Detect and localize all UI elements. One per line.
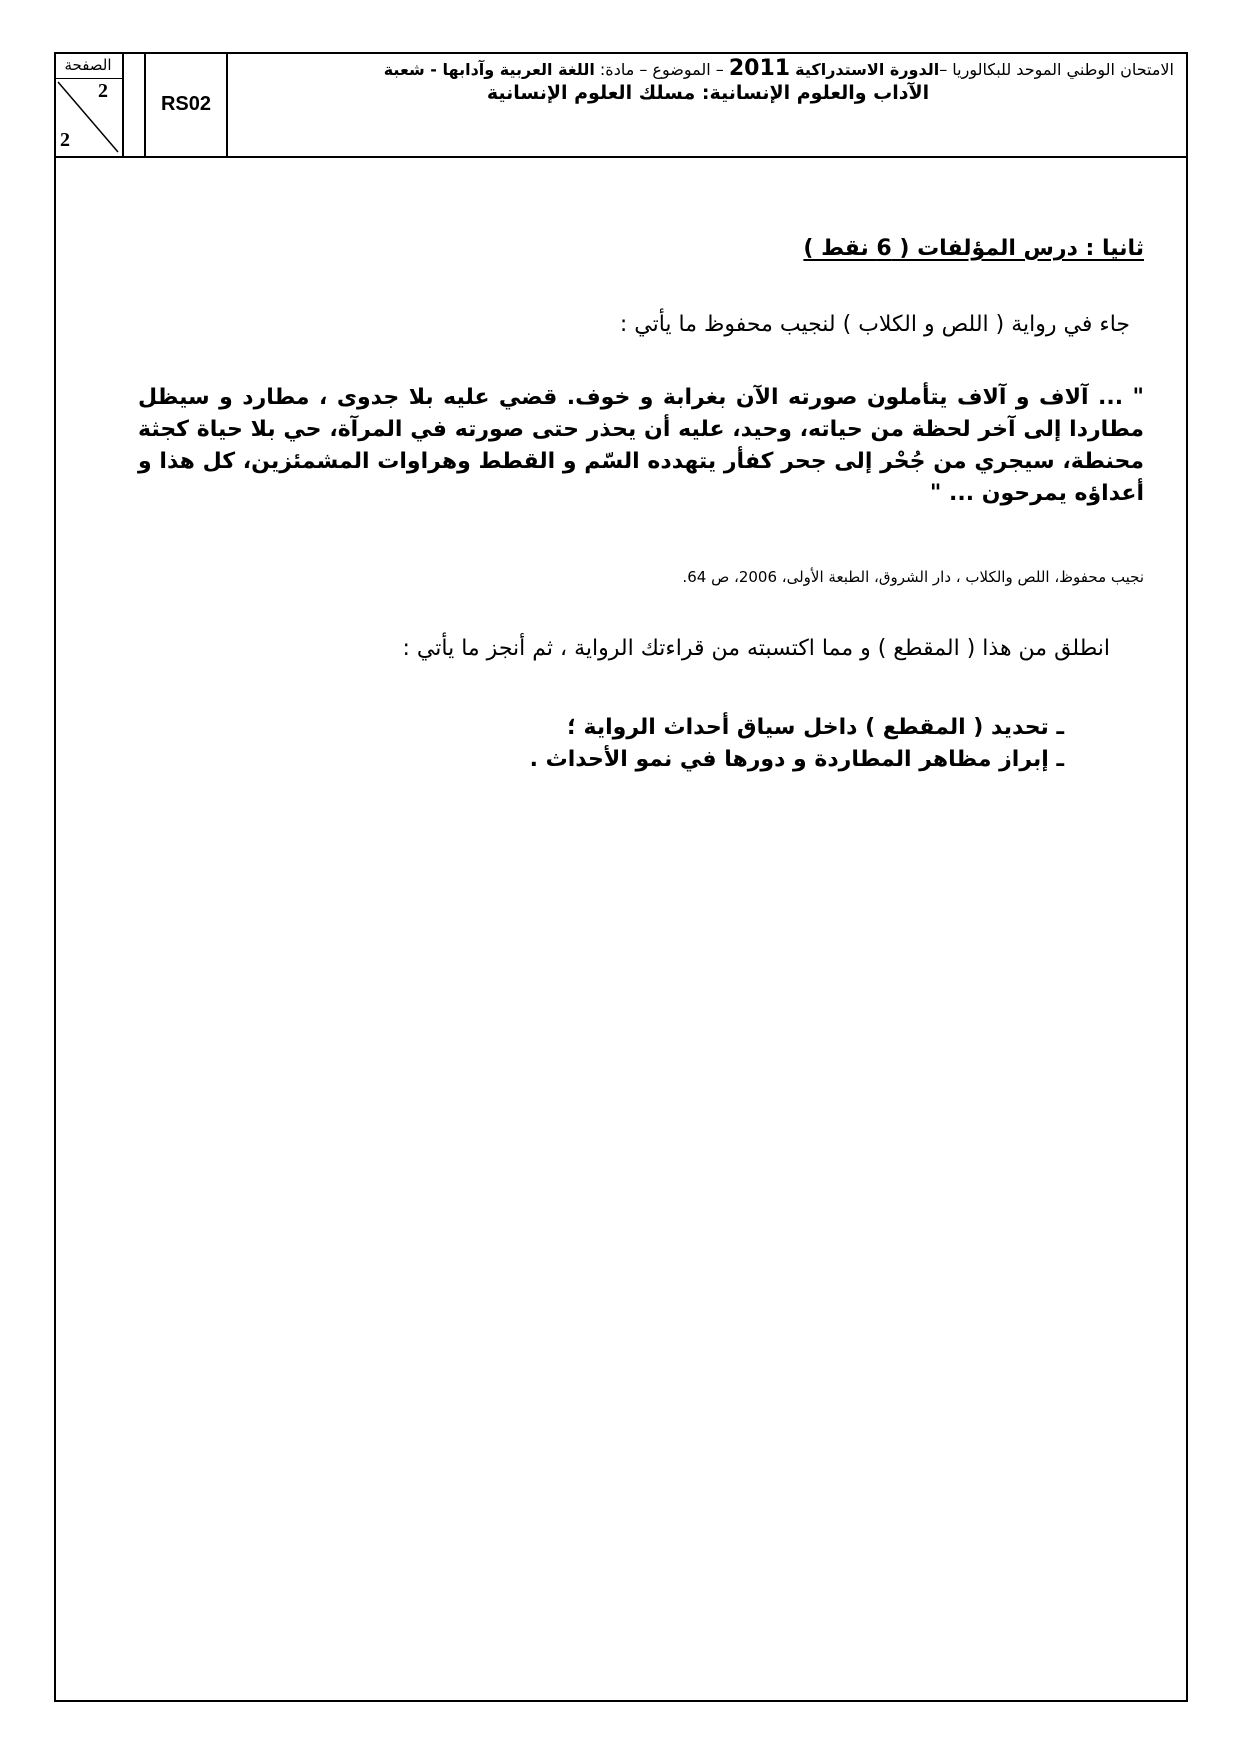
exam-session: الدورة الاستدراكية: [795, 60, 940, 79]
exam-code: RS02: [144, 52, 228, 156]
intro-text: جاء في رواية ( اللص و الكلاب ) لنجيب محفوظ ما يأتي :: [619, 312, 1130, 337]
page-total: 2: [60, 129, 70, 151]
section-title: ثانيا : درس المؤلفات ( 6 نقط ): [803, 236, 1144, 261]
exam-title-line2: الآداب والعلوم الإنسانية: مسلك العلوم الإنسانية: [486, 82, 930, 104]
instruction-text: انطلق من هذا ( المقطع ) و مما اكتسبته من قراءتك الرواية ، ثم أنجز ما يأتي :: [402, 636, 1110, 661]
page-current: 2: [98, 80, 108, 102]
page-number-box: [54, 52, 124, 156]
page-label: الصفحة: [54, 54, 122, 79]
novel-quote: " ... آلاف و آلاف يتأملون صورته الآن بغرابة و خوف. قضي عليه بلا جدوى ، مطارد و سيظل مطاردا إلى آخر لحظة من حياته، وحيد، عليه أن يحذر حتى صورته في المرآة، حي بلا حياة كجثة محنطة، سيجري من جُحْر إلى جحر كفأر يتهدده السّم و القطط وهراوات المشمئزين، كل هذا و أعداؤه يمرحون ... ": [138, 385, 1144, 506]
exam-title: [228, 52, 1188, 156]
exam-header: [54, 52, 1188, 158]
exam-title-line1: [242, 58, 1174, 81]
task-list: [138, 712, 1144, 776]
exam-title-part1: الامتحان الوطني الموحد للبكالوريا –: [939, 60, 1174, 79]
task-item: ـ إبراز مظاهر المطاردة و دورها في نمو الأحداث .: [529, 747, 1064, 772]
exam-title-part3: – الموضوع – مادة:: [594, 60, 729, 79]
citation: نجيب محفوظ، اللص والكلاب ، دار الشروق، الطبعة الأولى، 2006، ص 64.: [682, 568, 1144, 586]
task-item: ـ تحديد ( المقطع ) داخل سياق أحداث الرواية ؛: [567, 715, 1064, 740]
exam-subject: اللغة العربية وآدابها - شعبة: [383, 60, 595, 79]
exam-year: 2011: [728, 56, 791, 81]
page-frame: [54, 52, 1188, 1702]
